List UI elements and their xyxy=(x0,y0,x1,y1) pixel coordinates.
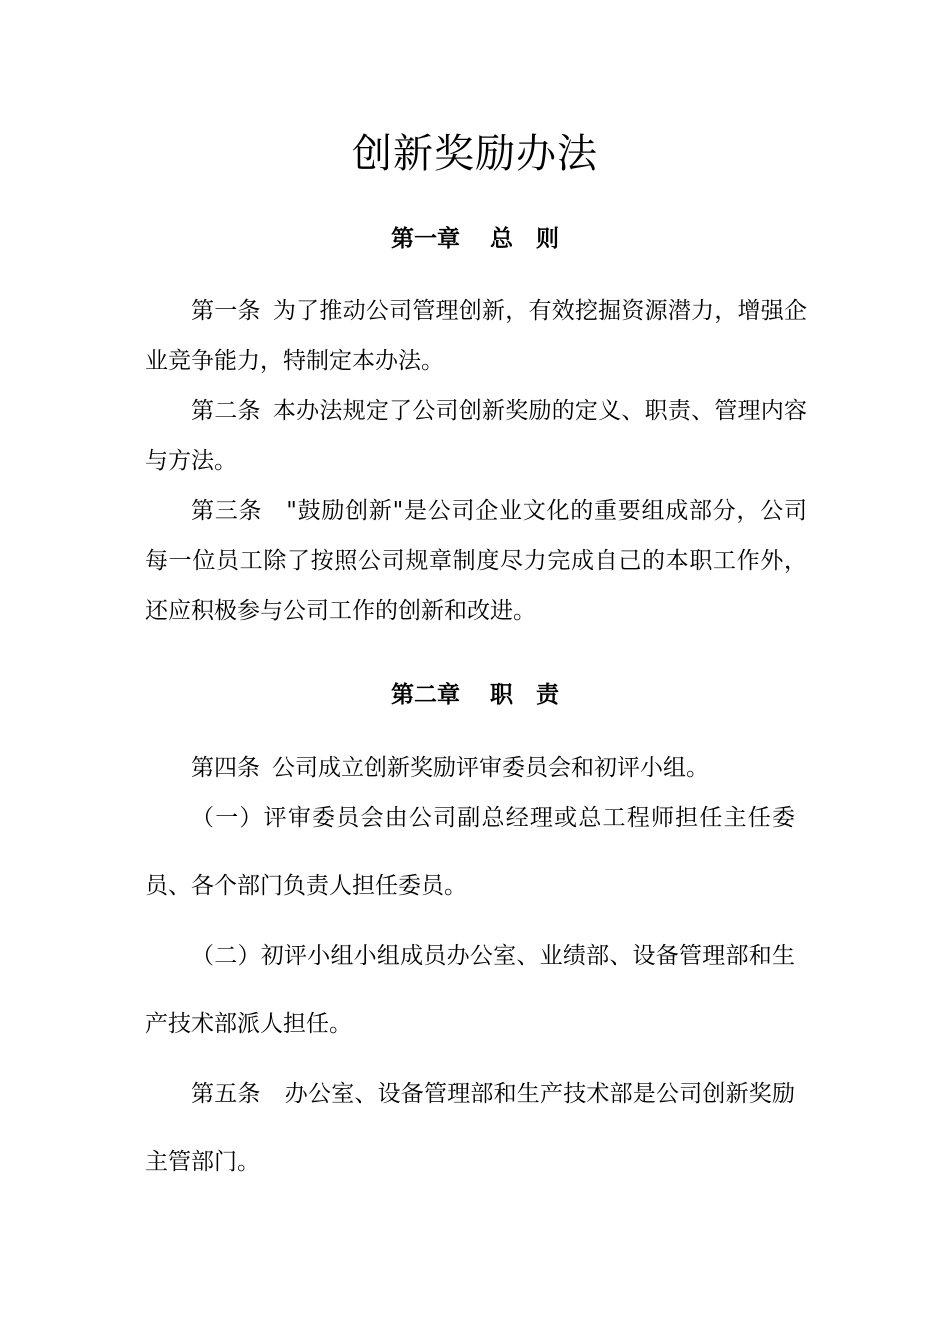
article-4-item-1: （一）评审委员会由公司副总经理或总工程师担任主任委员、各个部门负责人担任委员。 xyxy=(145,805,795,899)
article-4-label: 第四条 xyxy=(191,755,260,781)
article-1 xyxy=(145,286,807,386)
article-4-text: 公司成立创新奖励评审委员会和初评小组。 xyxy=(272,755,709,781)
article-3-text: "鼓励创新"是公司企业文化的重要组成部分，公司每一位员工除了按照公司规章制度尽力完成自己的本职工作外，还应积极参与公司工作的创新和改进。 xyxy=(145,498,807,624)
article-1-label: 第一条 xyxy=(191,298,261,324)
article-3 xyxy=(145,486,807,636)
article-3-label: 第三条 xyxy=(191,498,263,524)
article-5-label: 第五条 xyxy=(191,1081,261,1107)
chapter-2-label: 第二章 xyxy=(391,681,460,708)
article-2-text: 本办法规定了公司创新奖励的定义、职责、管理内容与方法。 xyxy=(145,398,808,474)
article-5 xyxy=(145,1060,795,1196)
chapter-heading-1 xyxy=(0,224,950,254)
chapter-1-name: 总 则 xyxy=(490,225,559,252)
chapter-1-label: 第一章 xyxy=(391,225,460,252)
article-2 xyxy=(145,386,807,486)
article-1-text: 为了推动公司管理创新，有效挖掘资源潜力，增强企业竞争能力，特制定本办法。 xyxy=(145,298,808,374)
article-2-label: 第二条 xyxy=(191,398,261,424)
article-4-item-2: （二）初评小组小组成员办公室、业绩部、设备管理部和生产技术部派人担任。 xyxy=(145,943,795,1037)
chapter-2-name: 职 责 xyxy=(490,681,559,708)
document-title: 创新奖励办法 xyxy=(352,131,598,177)
article-5-text: 办公室、设备管理部和生产技术部是公司创新奖励主管部门。 xyxy=(145,1081,796,1175)
chapter-heading-2 xyxy=(0,680,950,710)
